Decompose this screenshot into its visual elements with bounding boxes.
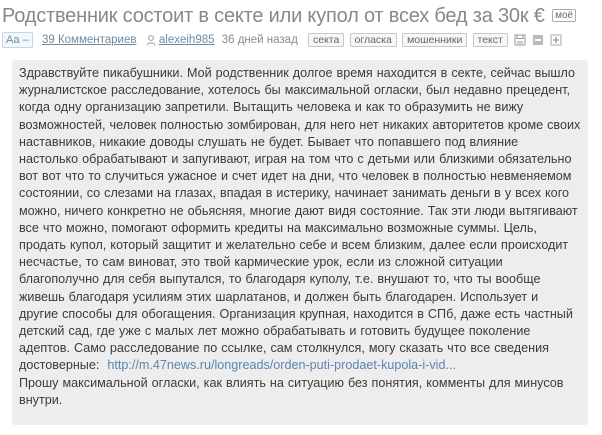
post-time: 36 дней назад (221, 34, 298, 46)
tag-list (306, 34, 508, 47)
mine-badge: моё (552, 9, 576, 22)
font-size-toggle[interactable]: Аа – (2, 32, 33, 48)
post-paragraph: Здравствуйте пикабушники. Мой родственник долгое время находится в секте, сейчас вышло журналистское расследование, хотелось бы максимальной огласки, был недавно прецедент, когда одну организацию запретили. Вытащить человека и как то образумить не вижу возможностей, человек полностью зомбирован, для него нет никаких авторитетов кроме своих наставников, никакие доводы слушать не будет. Бывает что попавшего под влияние настолько обрабатывают и запугивают, играя на том что с детьми или близкими обязательно вот вот что то случиться ужасное и счет идет на дни, что человек в полностью невменяемом состоянии, со слезами на глазах, впадая в истерику, начинает занимать деньги в у всех кого можно, ничего конкретно не обьясняя, многие дают видя состояние. Так эти люди вытягивают все что можно, помогают оформить кредиты на максимально возможные суммы. Цель, продать купол, который защитит и желательно себе и всем близким, далее если происходит несчастье, то сам виноват, это твой кармические урок, если из сложной ситуации благополучно для себя выпутался, то благодаря куполу, т.е. внушают то, что ты вообще живешь благодаря усилиям этих шарлатанов, и должен быть благодарен. Использует и другие способы для обогащения. Организация крупная, находится в СПб, даже есть частный детский сад, где уже с малых лет можно обрабатывать и готовить будущее поколение адептов. Само расследование по ссылке, сам столкнулся, могу сказать что все сведения достоверные: (19, 66, 581, 373)
comments-link[interactable]: 39 Комментариев (41, 34, 137, 46)
tag[interactable]: огласка (350, 33, 397, 47)
post-header (2, 4, 602, 28)
tag[interactable]: текст (473, 33, 508, 47)
tag[interactable]: секта (308, 33, 344, 47)
post-text (19, 65, 581, 409)
author-link[interactable]: alexeih985 (158, 34, 215, 46)
post-title[interactable]: Родственник состоит в секте или купол от всех бед за 30к € (2, 5, 545, 27)
post-body (12, 60, 588, 425)
post-meta (2, 32, 602, 48)
tag[interactable]: мошенники (402, 33, 467, 47)
hide-icon[interactable] (532, 34, 544, 46)
investigation-link[interactable]: http://m.47news.ru/longreads/orden-puti-prodaet-kupola-i-vid... (107, 358, 456, 373)
save-icon[interactable] (514, 34, 526, 46)
user-icon (146, 35, 156, 46)
post-closing: Прошу максимальной огласки, как влиять на ситуацию без понятия, комменты для минусов внутри. (19, 375, 564, 407)
expand-icon[interactable] (550, 34, 562, 46)
